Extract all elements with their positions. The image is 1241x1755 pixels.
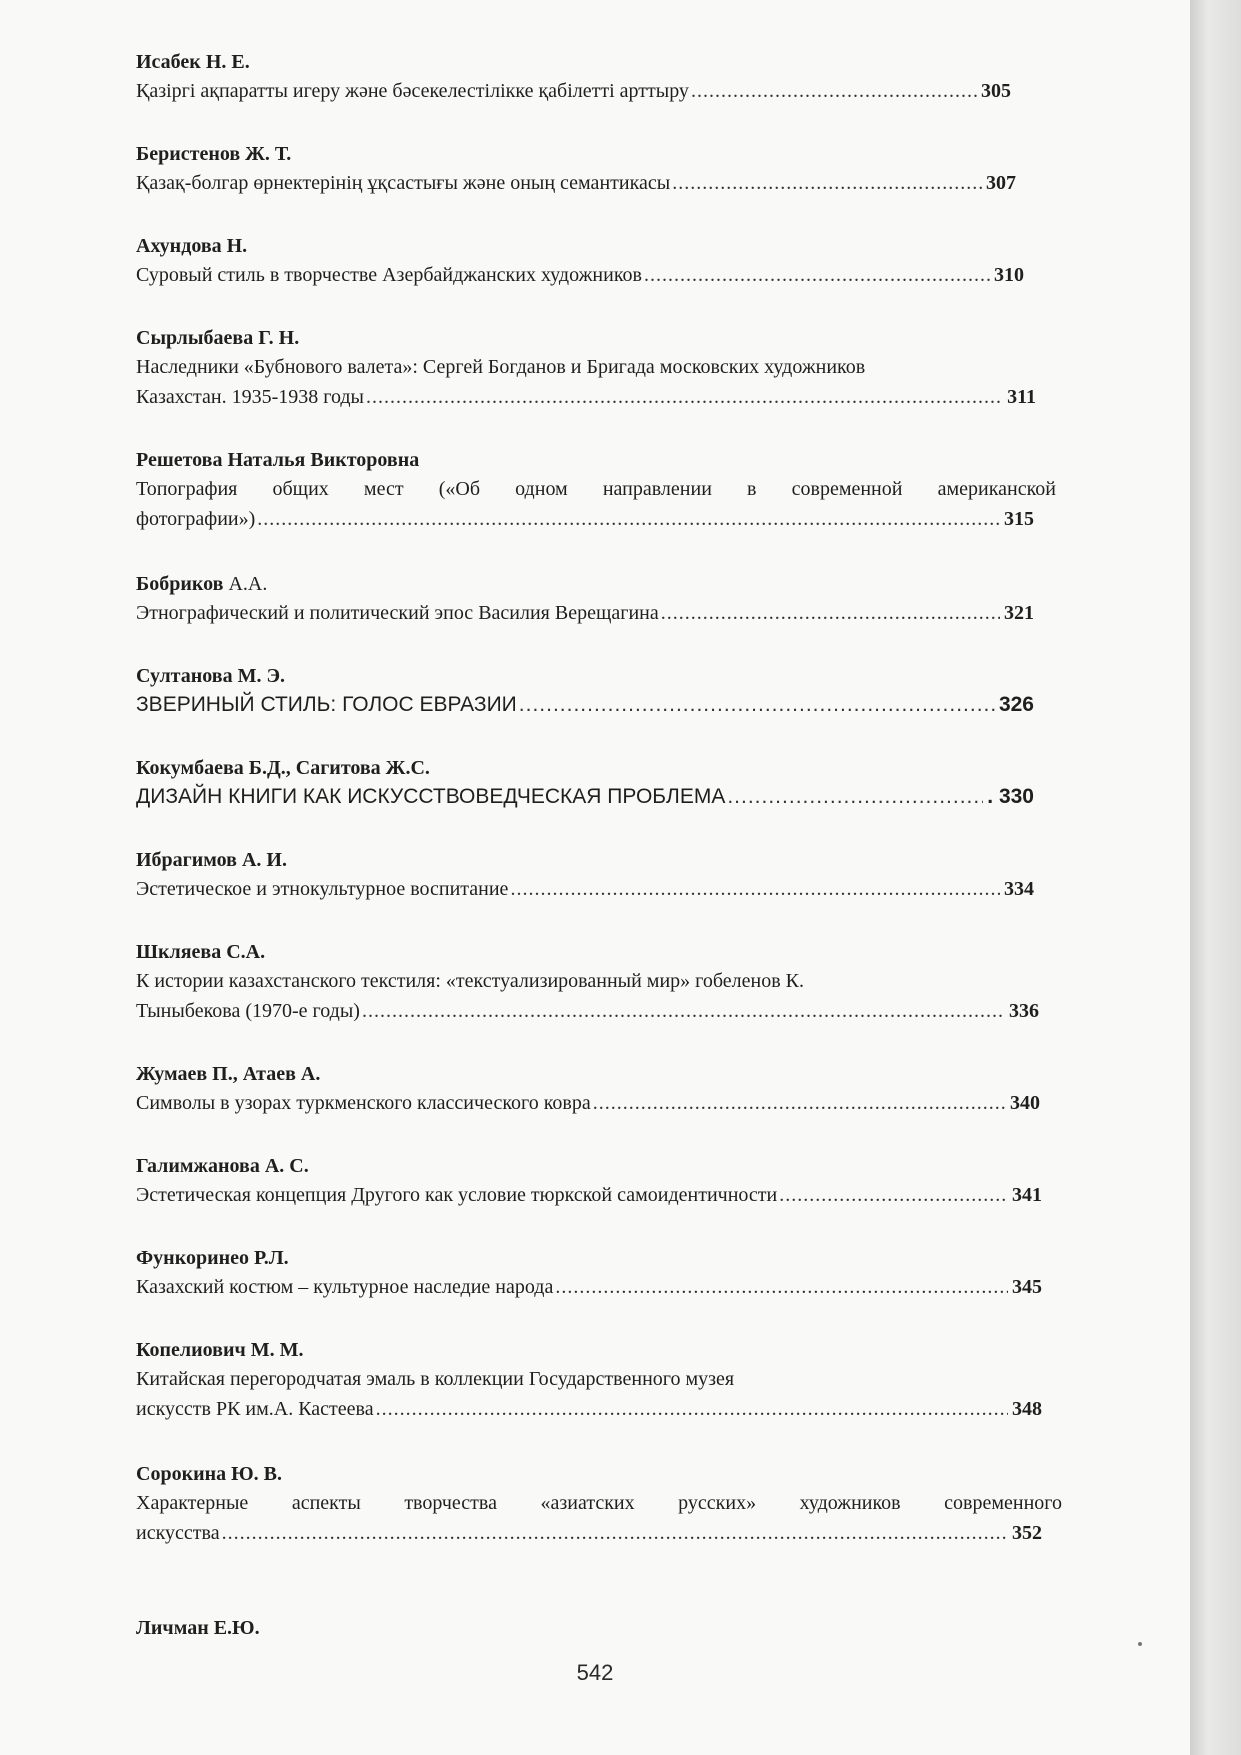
dot-leader: [727, 782, 983, 812]
toc-entry: [136, 232, 1024, 290]
entry-author: Функоринео Р.Л.: [136, 1247, 289, 1269]
entry-title-line: [136, 76, 1011, 106]
entry-title: фотографии»): [136, 508, 256, 530]
entry-page-number: 321: [1004, 602, 1034, 624]
toc-entry: [136, 140, 1016, 198]
entry-title-line: [136, 598, 1034, 628]
toc-entry: [136, 1244, 1042, 1302]
toc-entry: [136, 324, 1036, 412]
entry-page-number: 315: [1004, 508, 1034, 530]
entry-page-number: 352: [1012, 1522, 1042, 1544]
entry-title-line: [136, 352, 1036, 382]
dot-leader: [672, 168, 982, 198]
entry-title-line: [136, 690, 1034, 720]
dot-leader: [555, 1272, 1008, 1302]
entry-author: Ибрагимов А. И.: [136, 849, 287, 871]
toc-entry: [136, 48, 1011, 106]
entry-author: Решетова Наталья Викторовна: [136, 449, 420, 471]
entry-title: Казахский костюм – культурное наследие народа: [136, 1276, 554, 1298]
entry-title-line: [136, 1364, 1042, 1394]
author-surname: Бобриков: [136, 573, 224, 595]
entry-title-line: [136, 474, 1056, 504]
entry-title: Тыныбекова (1970-е годы): [136, 1000, 360, 1022]
entry-title: ДИЗАЙН КНИГИ КАК ИСКУССТВОВЕДЧЕСКАЯ ПРОБЛЕМА: [136, 785, 726, 808]
entry-title-line: [136, 1488, 1062, 1518]
entry-title-line: [136, 504, 1034, 534]
toc-entry: [136, 1336, 1042, 1424]
dot-leader: [644, 260, 990, 290]
entry-title: Казахстан. 1935-1938 годы: [136, 386, 364, 408]
entry-title: Наследники «Бубнового валета»: Сергей Богданов и Бригада московских художников: [136, 356, 866, 378]
entry-author: Сырлыбаева Г. Н.: [136, 327, 300, 349]
entry-title: К истории казахстанского текстиля: «текстуализированный мир» гобеленов К.: [136, 970, 804, 992]
entry-title-line: [136, 168, 1016, 198]
dot-leader: [366, 382, 1003, 412]
entry-title: Эстетическое и этнокультурное воспитание: [136, 878, 509, 900]
entry-author: Кокумбаева Б.Д., Сагитова Ж.С.: [136, 757, 430, 779]
entry-page-number: 310: [994, 264, 1024, 286]
toc-entry: [136, 1152, 1042, 1210]
toc-entry: [136, 846, 1034, 904]
dot-leader: [593, 1088, 1006, 1118]
entry-title-line: [136, 382, 1036, 412]
entry-title-line: [136, 1394, 1042, 1424]
entry-author: Жумаев П., Атаев А.: [136, 1063, 321, 1085]
dot-leader: [519, 690, 995, 720]
entry-title-line: [136, 1272, 1042, 1302]
entry-title: Эстетическая концепция Другого как условие тюркской самоидентичности: [136, 1184, 778, 1206]
toc-entry: [136, 662, 1034, 720]
toc-entry: [136, 938, 1039, 1026]
entry-title: Характерные аспекты творчества «азиатских русских» художников современного: [136, 1492, 1062, 1514]
entry-page-number: 311: [1007, 386, 1036, 408]
entry-title-line: [136, 1088, 1040, 1118]
entry-page-number: 348: [1012, 1398, 1042, 1420]
entry-title-line: [136, 874, 1034, 904]
entry-title: Суровый стиль в творчестве Азербайджанских художников: [136, 264, 642, 286]
entry-title-line: [136, 966, 1039, 996]
entry-author: Сорокина Ю. В.: [136, 1463, 282, 1485]
entry-page-number: 305: [981, 80, 1011, 102]
entry-page-number: 334: [1004, 878, 1034, 900]
toc-entry: [136, 570, 1034, 628]
entry-page-number: 326: [998, 693, 1034, 716]
dot-leader: [376, 1394, 1008, 1424]
entry-page-number: 341: [1012, 1184, 1042, 1206]
entry-author: Личман Е.Ю.: [136, 1617, 260, 1639]
dot-leader: [779, 1180, 1008, 1210]
dot-leader: [362, 996, 1005, 1026]
toc-entry: [136, 754, 1034, 812]
page-number: 542: [576, 1660, 614, 1685]
entry-page-number: . 330: [987, 785, 1034, 808]
entry-author: Галимжанова А. С.: [136, 1155, 309, 1177]
entry-title-line: [136, 996, 1039, 1026]
entry-title-line: [136, 1180, 1042, 1210]
entry-author: Шкляева С.А.: [136, 941, 266, 963]
dot-leader: [222, 1518, 1008, 1548]
entry-page-number: 336: [1009, 1000, 1039, 1022]
dot-leader: [661, 598, 1000, 628]
entry-title-line: [136, 782, 1034, 812]
entry-author: Копелиович М. М.: [136, 1339, 304, 1361]
entry-title: Қазіргі ақпаратты игеру және бәсекелестілікке қабілетті арттыру: [136, 80, 689, 102]
toc-entry: [136, 1060, 1040, 1118]
page-edge-shadow: [1190, 0, 1241, 1755]
entry-title-line: [136, 260, 1024, 290]
entry-title: Топография общих мест («Об одном направлении в современной американской: [136, 478, 1056, 500]
dot-leader: [257, 504, 1000, 534]
entry-title: Этнографический и политический эпос Василия Верещагина: [136, 602, 659, 624]
toc-entry: [136, 1460, 1062, 1548]
entry-author: [136, 570, 1034, 598]
entry-title-line: [136, 1518, 1042, 1548]
entry-page-number: 340: [1010, 1092, 1040, 1114]
entry-page-number: 307: [986, 172, 1016, 194]
entry-title: Қазақ-болгар өрнектерінің ұқсастығы және оның семантикасы: [136, 172, 671, 194]
entry-title: искусств РК им.А. Кастеева: [136, 1398, 374, 1420]
dot-leader: [510, 874, 1000, 904]
entry-author: Ахундова Н.: [136, 235, 248, 257]
dot-leader: [691, 76, 977, 106]
toc-entry: [136, 446, 1056, 534]
entry-title: Китайская перегородчатая эмаль в коллекции Государственного музея: [136, 1368, 735, 1390]
entry-author: Исабек Н. Е.: [136, 51, 250, 73]
entry-title: искусства: [136, 1522, 220, 1544]
entry-author: Беристенов Ж. Т.: [136, 143, 292, 165]
entry-title: Символы в узорах туркменского классического ковра: [136, 1092, 591, 1114]
entry-title: ЗВЕРИНЫЙ СТИЛЬ: ГОЛОС ЕВРАЗИИ: [136, 693, 517, 716]
entry-page-number: 345: [1012, 1276, 1042, 1298]
author-initials: А.А.: [223, 573, 268, 595]
scan-speck: [1138, 1642, 1142, 1646]
toc-entry: [136, 1614, 736, 1642]
entry-author: Султанова М. Э.: [136, 665, 286, 687]
